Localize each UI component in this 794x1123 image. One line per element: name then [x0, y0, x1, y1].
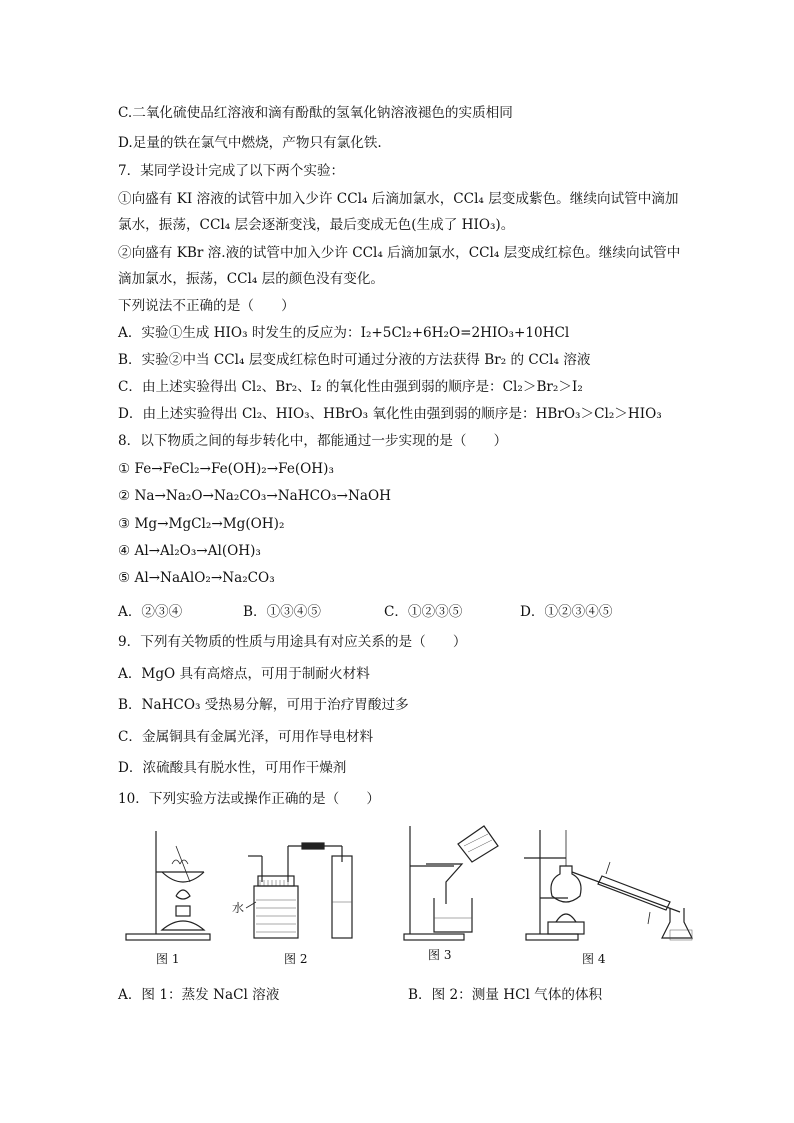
fig1-base — [126, 934, 210, 940]
q8-stem: 8．以下物质之间的每步转化中，都能通过一步实现的是（ ） — [118, 433, 508, 449]
q7-stem: 7．某同学设计完成了以下两个实验： — [118, 163, 345, 179]
q8-choice-b: B．①③④⑤ — [243, 604, 321, 620]
q10-stem: 10．下列实验方法或操作正确的是（ ） — [118, 791, 380, 807]
figure-2-gas-measurement — [232, 842, 357, 942]
q8-item-5: ⑤ Al→NaAlO₂→Na₂CO₃ — [118, 570, 275, 586]
q8-choice-d: D．①②③④⑤ — [520, 604, 613, 620]
q7-option-d: D．由上述实验得出 Cl₂、HIO₃、HBrO₃ 氧化性由强到弱的顺序是：HBrO₃＞Cl₂＞HIO₃ — [118, 406, 662, 422]
q8-choice-c: C．①②③⑤ — [384, 604, 463, 620]
fig3-funnel — [426, 864, 462, 904]
fig3-pouring-beaker — [458, 826, 498, 862]
q8-choice-a: A．②③④ — [118, 604, 183, 620]
q9-option-c: C．金属铜具有金属光泽，可用作导电材料 — [118, 729, 374, 745]
fig2-measuring-cylinder — [332, 856, 352, 938]
fig1-flame — [176, 890, 190, 899]
q9-option-a: A．MgO 具有高熔点，可用于制耐火材料 — [118, 666, 370, 682]
q9-option-b: B．NaHCO₃ 受热易分解，可用于治疗胃酸过多 — [118, 697, 409, 713]
fig1-lamp-neck — [176, 906, 190, 916]
fig4-heater-base — [548, 922, 584, 934]
q7-question: 下列说法不正确的是（ ） — [118, 298, 295, 314]
fig4-base — [526, 934, 578, 940]
fig4-flask — [551, 866, 581, 902]
q7-option-b: B．实验②中当 CCl₄ 层变成红棕色时可通过分液的方法获得 Br₂ 的 CCl₄ 溶液 — [118, 352, 591, 368]
q8-item-3: ③ Mg→MgCl₂→Mg(OH)₂ — [118, 516, 285, 532]
fig3-beaker — [434, 898, 472, 932]
fig2-stopper-hatch — [260, 880, 288, 886]
q8-item-4: ④ Al→Al₂O₃→Al(OH)₃ — [118, 543, 261, 559]
fig1-steam — [172, 860, 188, 864]
q7-experiment-2-line-2: 滴加氯水，振荡，CCl₄ 层的颜色没有变化。 — [118, 271, 385, 287]
q6-option-c: C.二氧化硫使品红溶液和滴有酚酞的氢氧化钠溶液褪色的实质相同 — [118, 105, 513, 121]
q9-option-d: D．浓硫酸具有脱水性，可用作干燥剂 — [118, 760, 347, 776]
fig4-condenser-inner — [572, 872, 680, 912]
q7-experiment-2-line-1: ②向盛有 KBr 溶.液的试管中加入少许 CCl₄ 后滴加氯水，CCl₄ 层变成红棕色。继续向试管中 — [118, 245, 681, 261]
fig1-evaporating-dish — [162, 872, 204, 882]
fig2-rubber-joint — [302, 843, 324, 849]
q8-item-1: ① Fe→FeCl₂→Fe(OH)₂→Fe(OH)₃ — [118, 461, 334, 477]
q7-option-a: A．实验①生成 HIO₃ 时发生的反应为：I₂+5Cl₂+6H₂O=2HIO₃+10HCl — [118, 325, 570, 341]
figure-2-caption: 图 2 — [284, 952, 308, 966]
figure-1-evaporation — [118, 826, 218, 946]
fig4-water-in — [648, 912, 650, 924]
fig2-water-label: 水 — [232, 901, 245, 915]
figure-1-caption: 图 1 — [156, 952, 180, 966]
q7-option-c: C．由上述实验得出 Cl₂、Br₂、I₂ 的氧化性由强到弱的顺序是：Cl₂＞Br₂＞I₂ — [118, 379, 583, 395]
q10-choice-a: A．图 1：蒸发 NaCl 溶液 — [118, 987, 280, 1003]
q10-choice-b: B．图 2：测量 HCl 气体的体积 — [408, 987, 603, 1003]
fig2-water-lines — [256, 900, 296, 932]
fig3-base — [404, 934, 464, 940]
q6-option-d: D.足量的铁在氯气中燃烧，产物只有氯化铁. — [118, 135, 382, 151]
q8-item-2: ② Na→Na₂O→Na₂CO₃→NaHCO₃→NaOH — [118, 488, 391, 504]
fig1-alcohol-lamp — [162, 921, 204, 930]
figure-3-caption: 图 3 — [428, 948, 452, 962]
figure-4-caption: 图 4 — [582, 952, 606, 966]
q7-experiment-1-line-2: 氯水，振荡，CCl₄ 层会逐渐变浅，最后变成无色(生成了 HIO₃)。 — [118, 217, 515, 233]
fig4-water-out — [606, 862, 610, 874]
figure-3-filtration — [398, 824, 508, 944]
figure-4-distillation — [520, 826, 700, 946]
fig4-heater — [556, 914, 576, 922]
q7-experiment-1-line-1: ①向盛有 KI 溶液的试管中加入少许 CCl₄ 后滴加氯水，CCl₄ 层变成紫色。继续向试管中滴加 — [118, 191, 679, 207]
fig2-bottle — [254, 886, 298, 938]
q9-stem: 9．下列有关物质的性质与用途具有对应关系的是（ ） — [118, 634, 467, 650]
fig4-receiver-flask — [662, 908, 692, 938]
